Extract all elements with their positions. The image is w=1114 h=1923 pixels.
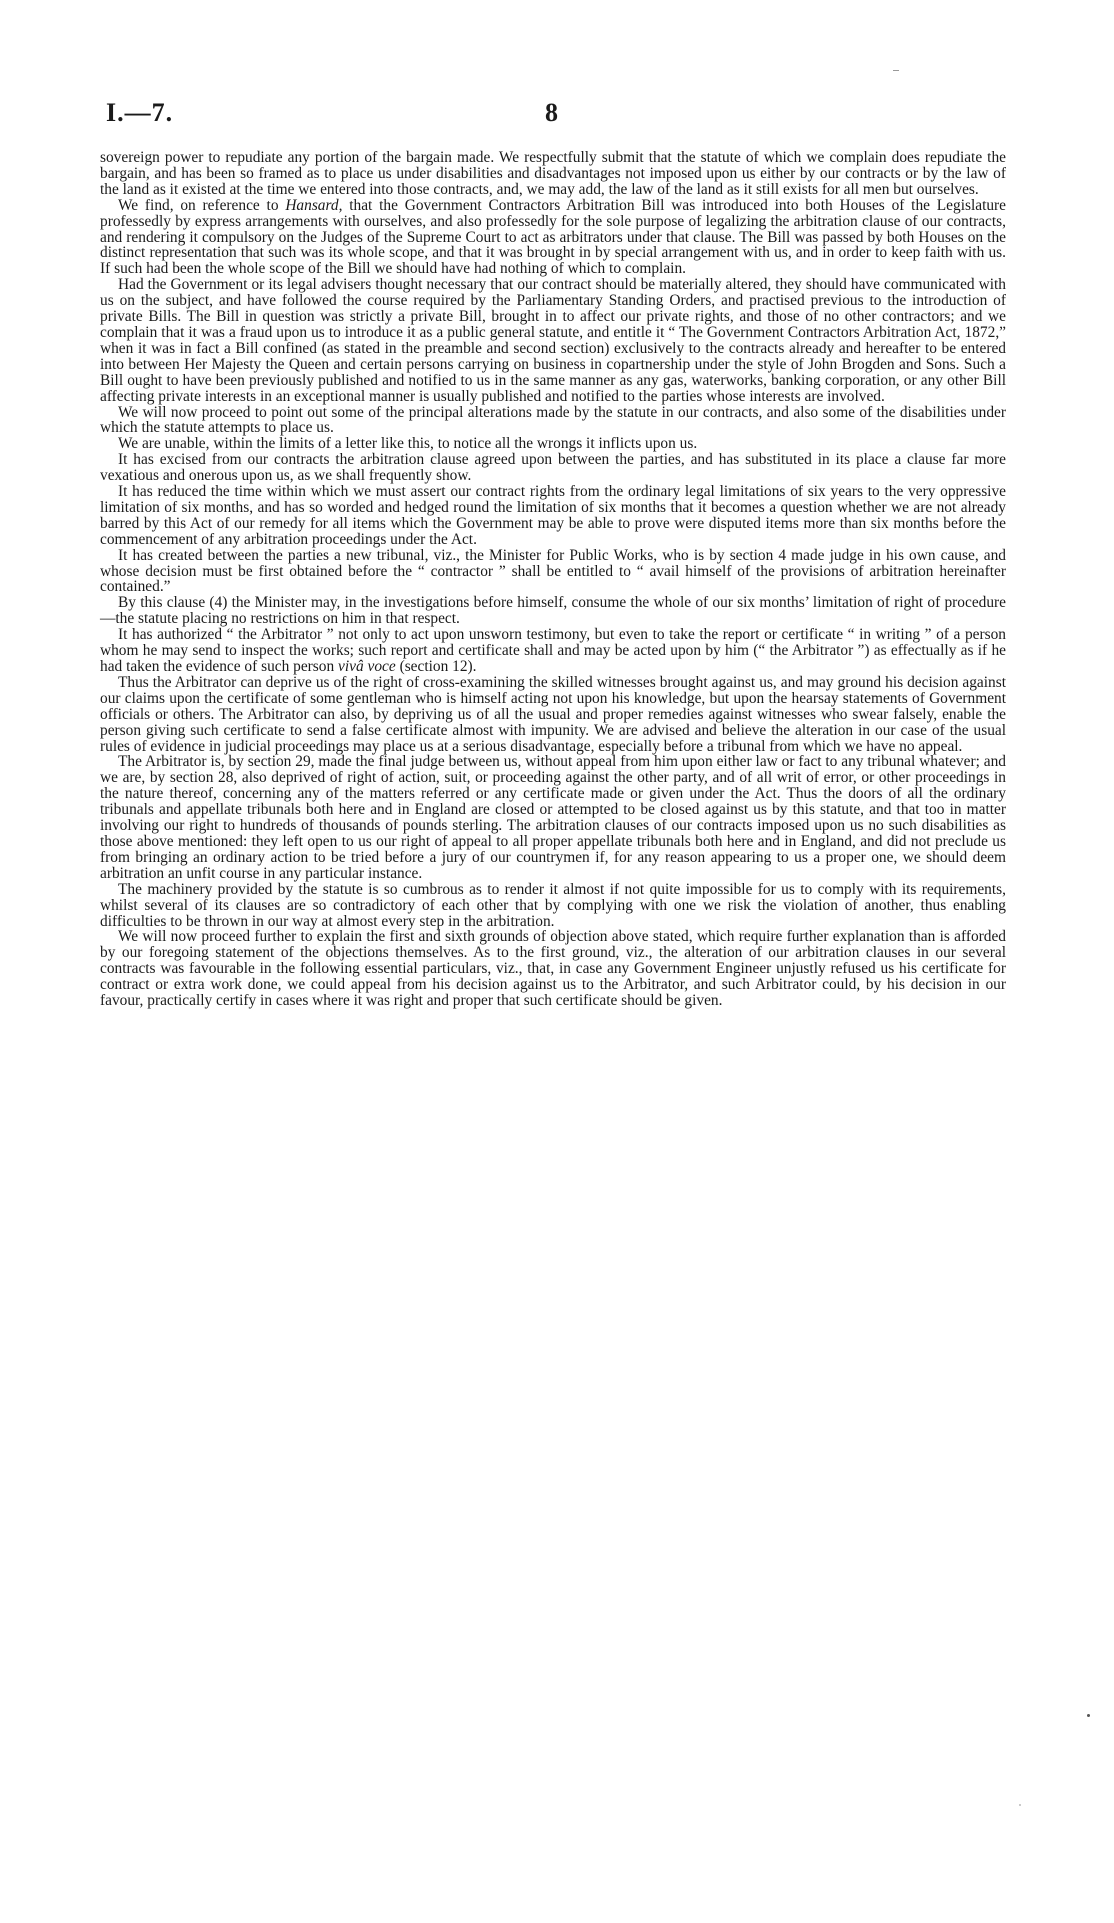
paragraph (100, 548, 1006, 596)
paragraph-text: By this clause (4) the Minister may, in the investigations before himself, consume the whole of our six months’ limitation of right of procedure—the statute placing no restrictions on him in that respect. (100, 594, 1006, 628)
paragraph-text: We find, on reference to (118, 196, 286, 214)
paragraph (100, 484, 1006, 548)
document-reference: I.—7. (106, 98, 174, 127)
paragraph-text: We are unable, within the limits of a letter like this, to notice all the wrongs it inflicts upon us. (118, 435, 698, 453)
paragraph (100, 627, 1006, 675)
scan-speck (1019, 1804, 1021, 1806)
paragraph-text: (section 12). (395, 658, 477, 675)
paragraph (100, 754, 1006, 881)
paragraph (100, 929, 1006, 1009)
italic-text: Hansard, (285, 196, 343, 214)
paragraph (100, 405, 1006, 437)
scan-speck (1087, 1714, 1090, 1717)
paragraph-text: sovereign power to repudiate any portion of the bargain made. We respectfully submit that the statute of which we complain does repudiate the bargain, and has been so framed as to place us under disabilities and disadvantages not imposed upon us either by our contracts or by the law of the land as it existed at the time we entered into those contracts, and, we may add, the law of the land as it still exists for all men but ourselves. (100, 149, 1006, 198)
paragraph (100, 150, 1006, 198)
paragraph-text: It has excised from our contracts the arbitration clause agreed upon between the parties, and has substituted in its place a clause far more vexatious and onerous upon us, as we shall frequently show. (100, 451, 1006, 485)
paragraph (100, 452, 1006, 484)
page-number: 8 (545, 98, 558, 127)
paragraph (100, 675, 1006, 755)
paragraph (100, 595, 1006, 627)
paragraph-text: Had the Government or its legal advisers thought necessary that our contract should be materially altered, they should have communicated with us on the subject, and have followed the course required by the Parliamentary Standing Orders, and practised previous to the introduction of private Bills. The Bill in question was strictly a private Bill, brought in to affect our private rights, and those of no other contractors; and we complain that it was a fraud upon us to introduce it as a public general statute, and entitle it “ The Government Contractors Arbitration Act, 1872,” when it was in fact a Bill confined (as stated in the preamble and second section) exclusively to the contracts already and hereafter to be entered into between Her Majesty the Queen and certain persons carrying on business in copartnership under the style of John Brogden and Sons. Such a Bill ought to have been previously published and notified to us in the same manner as any gas, waterworks, banking corporation, or any other Bill affecting private interests in an exceptional manner is usually published and notified to the parties whose interests are involved. (100, 276, 1006, 405)
paragraph-text: We will now proceed to point out some of the principal alterations made by the statute in our contracts, and also some of the disabilities under which the statute attempts to place us. (100, 403, 1006, 437)
scan-mark (893, 70, 899, 71)
italic-text: vivâ voce (338, 658, 396, 675)
paragraph (100, 277, 1006, 404)
paragraph (100, 436, 1006, 452)
paragraph-text: that the Government Contractors Arbitration Bill was introduced into both Houses of the Legislature professedly by express arrangements with ourselves, and also professedly for the sole purpose of legalizing the arbitration clause of our contracts, and rendering it compulsory on the Judges of the Supreme Court to act as arbitrators under that clause. The Bill was passed by both Houses on the distinct representation that such was its whole scope, and that it was brought in by special arrangement with us, and in order to keep faith with us. If such had been the whole scope of the Bill we should have had nothing of which to complain. (100, 196, 1006, 278)
paragraph-text: It has reduced the time within which we must assert our contract rights from the ordinary legal limitations of six years to the very oppressive limitation of six months, and has so worded and hedged round the limitation of six months that it becomes a question whether we are not already barred by this Act of our remedy for all items which the Government may be able to prove were disputed items more than six months before the commencement of any arbitration proceedings under the Act. (100, 483, 1006, 548)
paragraph (100, 882, 1006, 930)
paragraph (100, 198, 1006, 278)
body-text (100, 150, 1006, 1009)
paragraph-text: We will now proceed further to explain the first and sixth grounds of objection above stated, which require further explanation than is afforded by our foregoing statement of the objections themselves. As to the first ground, viz., the alteration of our arbitration clauses in our several contracts was favourable in the following essential particulars, viz., that, in case any Government Engineer unjustly refused us his certificate for contract or extra work done, we could appeal from his decision against us to the Arbitrator, and such Arbitrator could, by his decision in our favour, practically certify in cases where it was right and proper that such certificate should be given. (100, 928, 1006, 1010)
paragraph-text: It has created between the parties a new tribunal, viz., the Minister for Public Works, who is by section 4 made judge in his own cause, and whose decision must be first obtained before the “ contractor ” shall be entitled to “ avail himself of the provisions of arbitration hereinafter contained.” (100, 546, 1006, 596)
paragraph-text: The machinery provided by the statute is so cumbrous as to render it almost if not quite impossible for us to comply with its requirements, whilst several of its clauses are so contradictory of each other that by complying with one we risk the violation of another, thus enabling difficulties to be thrown in our way at almost every step in the arbitration. (100, 880, 1006, 930)
paragraph-text: It has authorized “ the Arbitrator ” not only to act upon unsworn testimony, but even to take the report or certificate “ in writing ” of a person whom he may send to inspect the works; such report and certificate shall and may be acted upon by him (“ the Arbitrator ”) as effectually as if he had taken the evidence of such person (100, 626, 1006, 675)
paragraph-text: The Arbitrator is, by section 29, made the final judge between us, without appeal from him upon either law or fact to any tribunal whatever; and we are, by section 28, also deprived of right of action, suit, or proceeding against the other party, and of all writ of error, or other proceedings in the nature thereof, concerning any of the matters referred or any certificate made or given under the Act. Thus the doors of all the ordinary tribunals and appellate tribunals both here and in England are closed or attempted to be closed against us by this statute, and that too in matter involving our right to hundreds of thousands of pounds sterling. The arbitration clauses of our contracts imposed upon us no such disabilities as those above mentioned: they left open to us our right of appeal to all proper appellate tribunals both here and in England, and did not preclude us from bringing an ordinary action to be tried before a jury of our countrymen if, for any reason appearing to us a proper one, we should deem arbitration an unfit course in any particular instance. (100, 753, 1006, 882)
paragraph-text: Thus the Arbitrator can deprive us of the right of cross-examining the skilled witnesses brought against us, and may ground his decision against our claims upon the certificate of some gentleman who is himself acting not upon his knowledge, but upon the hearsay statements of Government officials or others. The Arbitrator can also, by depriving us of all the usual and proper remedies against witnesses who swear falsely, enable the person giving such certificate to send a false certificate almost with impunity. We are advised and believe the alteration in our case of the usual rules of evidence in judicial proceedings may place us at a serious disadvantage, especially before a tribunal from which we have no appeal. (100, 673, 1006, 755)
